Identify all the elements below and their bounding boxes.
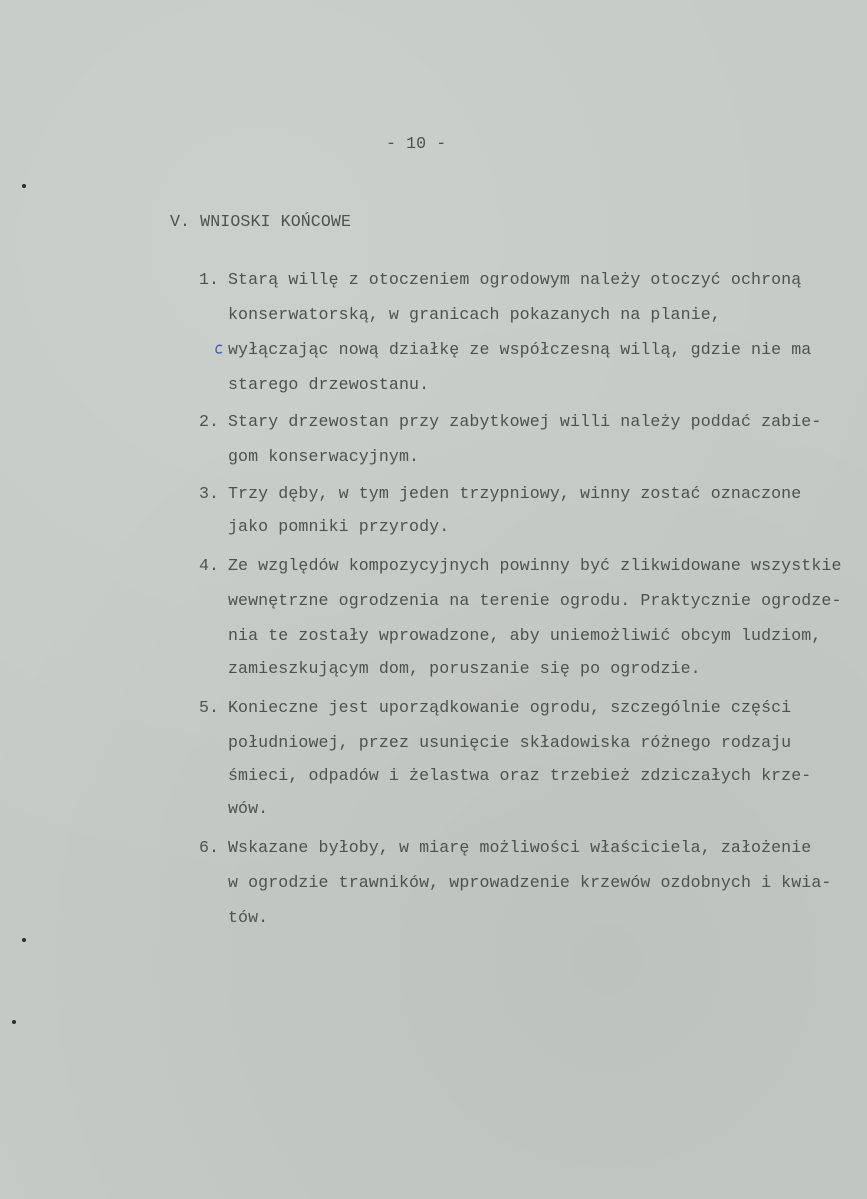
- item-number: 4.: [199, 556, 219, 575]
- item-text-line: Starą willę z otoczeniem ogrodowym należy otoczyć ochroną: [228, 270, 802, 289]
- item-number: 1.: [199, 270, 219, 289]
- item-text-line: starego drzewostanu.: [228, 375, 430, 394]
- item-text-line: Wskazane byłoby, w miarę możliwości właściciela, założenie: [228, 838, 812, 857]
- item-number: 3.: [199, 484, 219, 503]
- item-number: 2.: [199, 412, 219, 431]
- item-text-line: wów.: [228, 799, 269, 818]
- binding-hole-mark: [22, 938, 26, 942]
- page-number: - 10 -: [386, 134, 447, 153]
- item-text-line: Trzy dęby, w tym jeden trzypniowy, winny zostać oznaczone: [228, 484, 802, 503]
- item-text-line: zamieszkującym dom, poruszanie się po ogrodzie.: [228, 659, 701, 678]
- item-text-line: jako pomniki przyrody.: [228, 517, 450, 536]
- item-text-line: w ogrodzie trawników, wprowadzenie krzewów ozdobnych i kwia-: [228, 873, 832, 892]
- item-text-line: konserwatorską, w granicach pokazanych na planie,: [228, 305, 721, 324]
- handwritten-correction-mark: [214, 342, 224, 356]
- item-number: 6.: [199, 838, 219, 857]
- binding-hole-mark: [22, 184, 26, 188]
- item-text-line: śmieci, odpadów i żelastwa oraz trzebież zdziczałych krze-: [228, 766, 812, 785]
- binding-hole-mark: [12, 1020, 16, 1024]
- item-text-line: tów.: [228, 908, 269, 927]
- item-number: 5.: [199, 698, 219, 717]
- item-text-line: nia te zostały wprowadzone, aby uniemożliwić obcym ludziom,: [228, 626, 822, 645]
- section-heading: V. WNIOSKI KOŃCOWE: [170, 212, 352, 231]
- item-text-line: gom konserwacyjnym.: [228, 447, 420, 466]
- item-text-line: Ze względów kompozycyjnych powinny być zlikwidowane wszystkie: [228, 556, 842, 575]
- item-text-line: Stary drzewostan przy zabytkowej willi należy poddać zabie-: [228, 412, 822, 431]
- item-text-line: południowej, przez usunięcie składowiska różnego rodzaju: [228, 733, 792, 752]
- item-text-line: wewnętrzne ogrodzenia na terenie ogrodu. Praktycznie ogrodze-: [228, 591, 842, 610]
- item-text-line: wyłączając nową działkę ze współczesną willą, gdzie nie ma: [228, 340, 812, 359]
- item-text-line: Konieczne jest uporządkowanie ogrodu, szczególnie części: [228, 698, 792, 717]
